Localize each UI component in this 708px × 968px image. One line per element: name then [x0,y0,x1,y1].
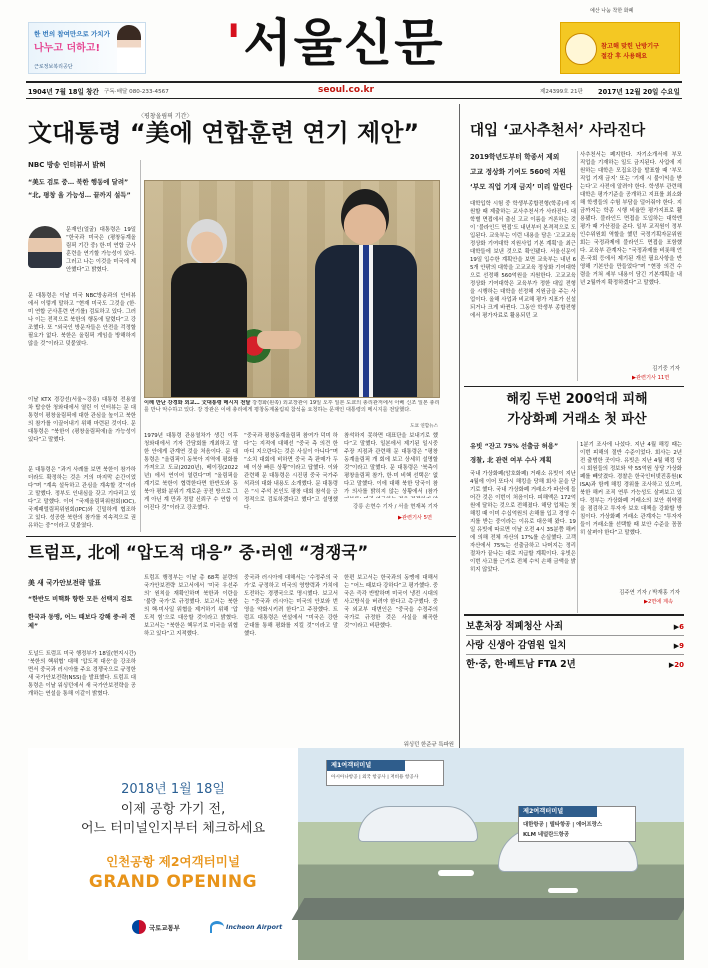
article2-sub3: ‘부모 직업 기재 금지’ 미리 알린다 [470,183,573,191]
ministry-logo-icon [132,920,146,934]
right-section-rule [464,386,684,387]
right-list-item-1[interactable] [466,618,684,636]
airplane-icon [548,888,578,893]
photo-woman-figure [167,219,251,398]
lead-sub1: NBC 방송 인터뷰서 밝혀 [28,161,106,169]
t1-detail: 아시아나항공 | 외국 항공사 | 저비용 항공사 [331,775,419,780]
article2-byline: 김기중 기자 [652,366,680,372]
article2-col-rule [577,151,578,381]
main-col-rule [459,104,460,750]
article3-headline2[interactable]: 가상화폐 거래소 첫 파산 [507,412,647,427]
photo-man-figure [311,189,421,398]
top-right-ad[interactable] [560,22,680,74]
ad-date-line: 2018년 1월 18일 [121,782,225,797]
article2-sub2: 고교 정상화 기여도 560억 지원 [470,168,566,176]
top-right-ad-line1: 참고해 맞힌 난방기구 [601,43,660,50]
top-right-ad-line2: 절감 후 사용해요 [601,53,648,60]
lead-col-rule-1 [140,160,141,532]
terminal-building-1 [358,806,478,842]
airport-logo-icon [210,921,224,933]
lead-sub2: “美도 검토 중… 북한 행동에 달려” [28,178,129,186]
right-list-rule [464,614,684,616]
article2-headline[interactable]: 대입 ‘교사추천서’ 사라진다 [470,123,646,139]
article3-sub1: 유빗 “잔고 75% 선출금 허용” [470,442,559,450]
dateline-site-link[interactable]: seoul.co.kr [318,85,374,95]
article3-sub2: 경찰, 北 관련 여부 수사 계획 [470,456,552,464]
article4-sub2: “한반도 비핵화 향한 모든 선택지 검토 [28,596,133,603]
t2-detail2: KLM 네덜란드항공 [523,832,570,838]
lead-related-link[interactable]: ▶관련기사 5면 [398,515,432,521]
lead-para4: 문 대통령은 “과거 사례를 보면 북한이 참가하더라도 확정하는 것은 거의 마지막 순간이었다”며 “계속 설득하고 관심을 계속할 것”이라고 말했다. 정부도 인내심을 갖고 기다리고 있다”고 말했다. 이어 “국제올림픽위원회(IOC), 국제패럴림픽위원회(IPC)와 긴밀하게 협조하고 있다. 성공한 북한의 참가를 지속적으로 권유하는 중”이라고 덧붙였다. [28,467,136,529]
right-list-item-label: 사랑 신생아 감염원 일치 [466,640,567,651]
top-left-ad-org: 근로정보복리공단 [34,64,73,70]
cartoon-mascot-icon [565,33,597,65]
ad-line2: 이제 공항 가기 전, [120,802,226,817]
ad-ministry: 국토교통부 [149,924,180,932]
dateline-issue: 제24399호 21판 [540,89,583,95]
article2-related-link[interactable]: ▶관련기사 11면 [632,375,670,381]
right-list-item-page: ▶9 [673,642,684,650]
runway [292,898,684,920]
t2-title: 제2여객터미널 [519,806,597,817]
article4-col3: 중국과 러시아에 대해서는 ‘수정주의 국가’로 규정하고 미국의 영향력과 가치에 도전하는 경쟁국으로 명시했다. 보고서는 “중국과 러시아는 미국의 안보와 번영을 약화시키려 한다”고 주장했다. 트럼프 대통령은 연설에서 “미국은 강한 군대를 통해 평화를 지킬 것”이라고 말했다. [244,575,338,637]
ad-line5: GRAND OPENING [88,872,258,892]
right-list-item-page: ▶20 [668,661,684,669]
article4-byline: 워싱턴 한준규 특파원 [403,742,454,748]
section-rule [26,536,456,537]
lead-headline[interactable]: 文대통령 “美에 연합훈련 연기 제안” [28,119,420,147]
photo-woman-head [187,219,227,265]
t2-detail1: 대한항공 | 델타항공 | 에어프랑스 [523,822,603,828]
photo-credit: 도쿄 연합뉴스 [410,424,439,429]
t1-title: 제1여객터미널 [327,760,405,771]
top-left-ad-line1: 한 번의 참여만으로 가치가 [34,30,110,38]
ad-airport: Incheon Airport [226,923,283,931]
photo-man-body [315,245,417,398]
ad-model-figure [117,25,141,74]
lead-bylines: 강릉 손현수 기자 / 서울 현재복 기자 [352,504,438,510]
article3-continued-link[interactable]: ▶2면에 계속 [644,599,673,605]
lead-sub3: “北, 평창 올 가능성… 끝까지 설득” [28,191,131,199]
photo-caption-bold: 이례 만난 강경화 외교… 文대통령 메시지 전달 [144,400,251,406]
top-left-ad[interactable] [28,22,146,74]
right-list-item-label: 보훈처장 적폐청산 사죄 [466,621,564,632]
top-right-ad-label: 예산 나눔 착한 화폐 [590,8,634,14]
article2-col1: 대학입학 시험 중 학생부종합전형(학종)에 지원할 때 제출하는 교사추천서가 사라진다. 대학별 면접에서 출신 고교 이름을 거론하는 것이 ‘블라인드 면접’도 내년부터 본격적으로 도입된다. 교육부는 이런 내용을 담은 ‘고교교육 정상화 기여대학 지원사업 기본 계획’을 최근 대학들에 보낸 것으로 확인됐다. 서울신문이 19일 입수한 계획안을 보면 교육부는 내년 65개 안팎의 대학을 고교교육 정상화 기여대학으로 선정해 560억원을 지원한다. 고교교육 정상화 기여대학은 교육부가 정한 대입 전형을 시행하는 대학을 선정해 지원금을 주는 사업이다. 올해 사업과 비교해 평가 지표가 신설되거나 크게 바뀐다. 그동안 학생부 종합전형에서 평가자료로 활용되던 교 [470,201,576,319]
masthead-tick: ' [226,14,244,72]
masthead-logo[interactable] [226,10,486,76]
article4-col1: 도널드 트럼프 미국 행정부가 18일(현지시간) ‘북한의 핵위협’ 대해 ‘압도적 대응’을 강조하면서 중국과 러시아를 주요 경쟁국으로 규정한 새 국가안보전략(NSS)을 발표했다. 트럼프 대통령은 이날 워싱턴에서 새 국가안보전략을 공개하는 연설을 통해 이같이 밝혔다. [28,651,136,697]
right-list-item-page: ▶6 [673,623,684,631]
president-portrait [28,226,62,268]
lead-col2: 1979년 대통령 관용열차가 생긴 이후 청와대에서 기자 간담회를 개최하고 말한 안에게 관계연 것을 처음이다. 문 대통령은 “올림픽이 동북아 지역에 평화를 가져오고 도쿄(2020년), 베이징(2022년) 에서 연이어 열린다”며 “올림픽을 계기로 북한이 협력한다면 한반도와 동북아 평화 분위기 계로운 공전 방으로 그게 아닌 계 만과 정말 신뢰구 수 연합 이어진다 것”이라고 강조했다. [144,433,238,511]
article3-headline1[interactable]: 해킹 두번 200억대 피해 [506,392,648,407]
dateline-rule-top [26,81,682,83]
right-list-item-2[interactable] [466,637,684,655]
article4-col4: 한편 보고서는 한국과의 동맹에 대해서는 “어느 때보다 강하다”고 평가했다. 중국은 즉각 반발하며 미국이 냉전 시대의 사고방식을 버려야 한다고 촉구했다. 중국 외교부 대변인은 “중국을 수정주의 국가로 규정한 것은 사실을 왜곡한 것”이라고 비판했다. [344,575,438,629]
photo-caption-text: 강경화(왼쪽) 외교장관이 19일 오후 일본 도쿄의 총리관저에서 아베 신조 일본 총리를 만나 악수하고 있다. 강 장관은 이에 총리에게 평창동계올림픽 참석을 요청하는 문재인 대통령의 메시지를 전달했다. [144,400,440,413]
article4-col2: 트럼프 행정부는 이날 총 68쪽 분량의 국가안보전략 보고서에서 ‘미국 우선주의’ 원칙을 재확인하며 북한과 이란을 ‘불량 국가’로 규정했다. 보고서는 북한의 핵·미사일 위협을 제거하기 위해 ‘압도적 힘’으로 대응할 것이라고 밝혔다. 보고서는 “북한은 핵무기로 미국을 위협하고 있다”고 지적했다. [144,575,238,637]
lead-col3: “중국과 평창동계올림픽 참여가 덕미 하다”는 지적에 대해선 “중국 측 의견 한 마디 지으란다는 것은 사실이 아니다”며 “소치 대회에 비하면 중국 측 판매가 두 배 이상 빠른 상황”이라고 답했다. 이와 관련해 문 대통령은 시진핑 중국 국가주석과의 대화 내용도 소개했다. 문 대통령은 “시 주석 본인도 평창 대회 참석을 긍정적으로 검토하겠다고 했다”고 설명했다. [244,433,338,511]
article2-sub1: 2019학년도부터 학종서 제외 [470,153,560,161]
t1-callout [326,760,444,786]
right-list-item-label: 한·중, 한·베트남 FTA 2년 [466,659,576,670]
article3-bylines: 김주연 기자 / 박재홍 기자 [619,590,680,596]
article4-sub1: 美 새 국가안보전략 발표 [28,579,101,587]
article4-sub3: 한국과 동맹, 어느 때보다 강해 중·러 견제” [28,614,136,630]
right-list-item-3[interactable] [466,656,684,674]
article3-col-rule [577,441,578,613]
lead-col4: 참석하지 못하면 대표단을 보내기로 했다”고 말했다. 일본에서 제기된 일시중주장 지점과 관련해 문 대통령은 “평창동계올림픽 개 회에 보고 상세히 설명할 것”이라고 말했다. 문 대통령은 ‘북측이 평창올림픽 참가, 한·미 비핵 선택은’ 없다고 말했다. 이에 대해 북한 당국이 참가 의사를 밝히지 않는 상황에서 (참가 [344,433,438,495]
lead-photo[interactable] [144,180,440,398]
t2-callout [518,806,636,842]
top-left-ad-line2: 나누고 더하고! [34,43,101,54]
article3-col1: 국내 가상화폐(암호화폐) 거래소 유빗이 지난 4월에 이어 또다시 해킹을 당해 회사 문을 닫기로 했다. 국내 가상화폐 거래소가 파산에 들어간 것은 이번이 처음이다. 피해액은 172억원에 달하는 것으로 전해졌다. 해당 업체는 첫 해킹 때 이미 수십억원의 손해를 입고 경영 수지를 받는 중이라는 이유로 대응해 왔다. 19일 유빗에 따르면 이날 오전 4시 35분쯤 해커에 의해 전체 자산의 17%를 손실했다. 고객 자산에서 75%는 선출금하고 나머지는 정리 절차가 끝나는 대로 지급할 계획이다. 유빗은 이번 사고를 근거로 전체 수익 손해 금액을 밝히지 않았다. [470,471,576,573]
photo-woman-body [171,263,247,398]
lead-photo-caption [144,400,440,422]
ad-line3: 어느 터미널인지부터 체크하세요 [80,821,266,836]
article2-col2: 사추천서는 폐지한다. 자기소개서에 부모 직업을 기재하는 일도 금지된다. 사업에 지원하는 대학은 모집요강을 발표할 때 ‘부모 직업 기재 금지’ 또는 ‘기재 시 불이익을 받는다’고 사전에 알려야 한다. 학생부 관련해 대학은 평가기준을 공개하고 지표를 최소화해 학생들의 수험 부담을 덜어줘야 한다. 지금까지는 학종 시행 비율만 평가지표로 활용됐다. 블라인드 면접을 도입하는 대학엔 평가 때 가산점을 준다. 일부 교직원이 정부 인수위원회 역할을 했던 국정기획자문위원회는 국정과제에 블라인드 면접을 포함했다. 교육부 관계자는 “국정과제를 비롯해 언론·국회 등에서 제기된 개선 필요사항을 반영해 기본안을 만들었다”며 “현장 의견 수렴을 거쳐 세부 내용이 담긴 기본계획을 내년 2월까지 확정하겠다”고 말했다. [580,152,682,286]
lead-para3: 이날 KTX 경강선(서울~강릉) 대통령 전용열차 탑승한 청와대에서 열린 이 인터뷰는 문 대통령이 평창올림픽에 대한 관심을 높이고 북한의 참가를 이끌어내기 위해 마련된 것이다. 문 대통령은 “북한이 (평창올림픽에)올 가능성이 있다”고 말했다. [28,397,136,443]
photo-man-head [341,189,389,245]
dateline-date: 2017년 12월 20일 수요일 [598,88,680,96]
right-list [466,618,684,678]
ad-line4: 인천공항 제2여객터미널 [106,854,240,869]
dateline-rule-bottom [26,98,682,99]
masthead-title: 서울신문 [243,14,445,72]
dateline-founded: 1904년 7월 18일 창간 [28,88,99,96]
article4-headline[interactable]: 트럼프, 北에 “압도적 대응” 중·러엔 “경쟁국” [28,543,369,562]
lead-para2: 문 대통령은 이날 미국 NBC방송과의 인터뷰에서 이렇게 말하고 “현재 미국도 그것을 (한·미 연합 군사훈련 연기를) 검토하고 있다. 그러나 이는 전적으로 북한의 행동에 달렸다”고 강조했다. 또 “외국인 방문자들은 안전을 걱정할 필요가 없다. 북한은 올림픽 게임을 방해하지 않을 것”이라고 덧붙였다. [28,293,136,347]
lead-para1: 문재인(얼굴) 대통령은 19일 “한국과 미국은 (평창동계올림픽 기간 중) 한·미 연합 군사훈련을 연기할 가능성이 있다. 그러고 나는 이것을 미국에 제안했다”고 밝혔다. [66,227,136,273]
airport-ad[interactable] [28,748,684,960]
photo-handshake [257,331,301,349]
dateline-subscribe: 구독·배달 080-233-4567 [104,89,169,95]
airplane-icon [438,870,474,876]
lead-kicker: 〈평창올림픽 기간〉 [138,113,193,120]
article3-col2: 1분기 조사에 나섰다. 지난 4월 해킹 때는 이번 피해의 절반 수준이었다. 회사는 2년 전 출범한 곳이다. 유빗은 지난 4월 해킹 당시 회원들의 정보와 약 55억원 상당 가상화폐를 빼앗겼다. 경찰은 한국인터넷진흥원(KISA)과 함께 해킹 경위를 조사하고 있으며, 북한 해커 조직 연루 가능성도 살펴보고 있다. 정부는 가상화폐 거래소의 보안 취약점을 점검하고 투자자 보호 대책을 강화할 방침이다. 가상화폐 거래소 관계자는 “투자자들이 거래소를 선택할 때 보안 수준을 꼼꼼히 살펴야 한다”고 말했다. [580,442,682,536]
